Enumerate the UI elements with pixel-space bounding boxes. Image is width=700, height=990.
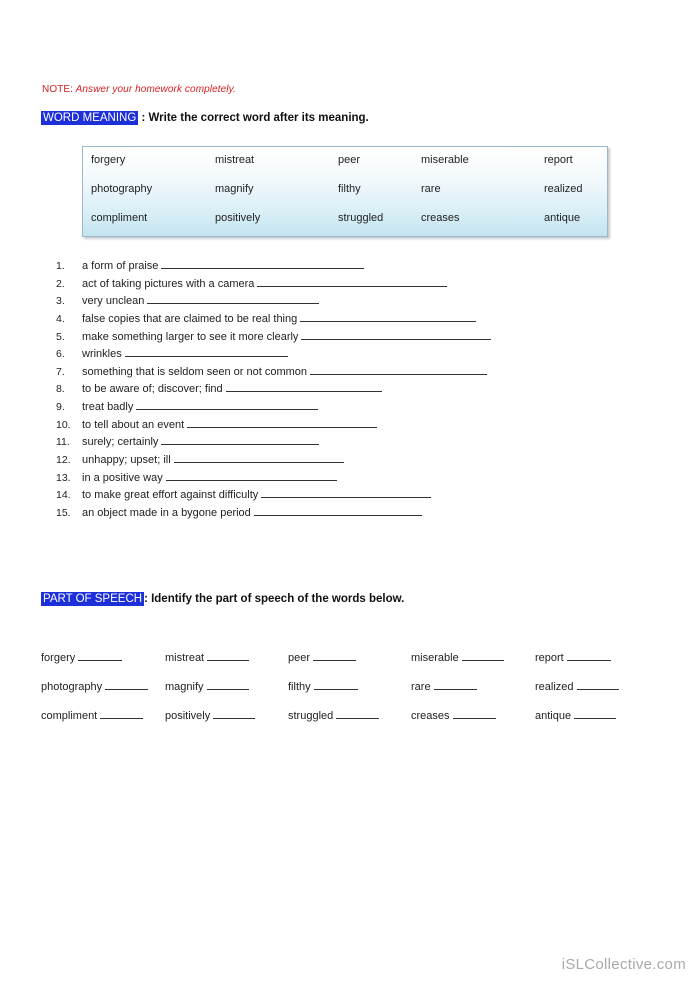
- pos-item: [535, 651, 611, 664]
- pos-word: report: [535, 652, 564, 664]
- question-text: treat badly: [82, 401, 134, 414]
- pos-word: creases: [411, 710, 450, 722]
- pos-blank[interactable]: [462, 651, 504, 661]
- pos-word: forgery: [41, 652, 76, 664]
- homework-note: [42, 84, 236, 95]
- question-text: something that is seldom seen or not common: [82, 365, 308, 378]
- answer-blank[interactable]: [161, 259, 364, 269]
- question-number: 2.: [56, 277, 65, 290]
- answer-blank[interactable]: [125, 347, 288, 357]
- word-bank-word: magnify: [215, 183, 254, 195]
- pos-word: filthy: [288, 681, 311, 693]
- pos-word: antique: [535, 710, 572, 722]
- word-meaning-instruction: : Write the correct word after its meaning.: [138, 112, 369, 124]
- word-bank-word: filthy: [338, 183, 361, 195]
- pos-blank[interactable]: [336, 709, 379, 719]
- word-bank-word: realized: [544, 183, 583, 195]
- pos-word: rare: [411, 681, 431, 693]
- question-number: 5.: [56, 330, 65, 343]
- word-bank-word: report: [544, 154, 573, 166]
- part-of-speech-heading: [41, 593, 404, 605]
- question-list: [56, 258, 491, 523]
- question-text: very unclean: [82, 295, 145, 308]
- pos-blank[interactable]: [314, 680, 358, 690]
- question-number: 3.: [56, 295, 65, 308]
- word-bank-word: struggled: [338, 212, 384, 224]
- pos-item: [288, 709, 379, 722]
- answer-blank[interactable]: [310, 365, 487, 375]
- word-bank-word: peer: [338, 154, 361, 166]
- pos-item: [288, 680, 358, 693]
- answer-blank[interactable]: [254, 506, 422, 516]
- pos-word: realized: [535, 681, 574, 693]
- word-bank-word: positively: [215, 212, 261, 224]
- question-item: [56, 329, 491, 347]
- question-item: [56, 434, 491, 452]
- word-bank-box: [82, 146, 608, 237]
- answer-blank[interactable]: [161, 435, 319, 445]
- pos-blank[interactable]: [78, 651, 122, 661]
- question-item: [56, 276, 491, 294]
- pos-item: [41, 709, 143, 722]
- question-number: 13.: [56, 471, 71, 484]
- answer-blank[interactable]: [147, 294, 319, 304]
- question-text: a form of praise: [82, 260, 159, 272]
- pos-item: [165, 680, 249, 693]
- word-meaning-heading: [41, 112, 369, 124]
- pos-item: [41, 680, 148, 693]
- question-number: 11.: [56, 436, 70, 449]
- note-lead: NOTE:: [42, 84, 74, 95]
- question-item: [56, 258, 491, 276]
- pos-blank[interactable]: [574, 709, 616, 719]
- question-item: [56, 381, 491, 399]
- question-text: wrinkles: [82, 348, 122, 361]
- question-number: 9.: [56, 401, 65, 414]
- pos-word: miserable: [411, 652, 459, 664]
- word-bank-word: rare: [421, 183, 441, 195]
- word-bank-word: antique: [544, 212, 581, 224]
- word-meaning-tag: WORD MEANING: [43, 112, 137, 124]
- question-item: [56, 487, 491, 505]
- question-item: [56, 346, 491, 364]
- pos-blank[interactable]: [100, 709, 143, 719]
- question-item: [56, 311, 491, 329]
- word-bank-word: photography: [91, 183, 153, 195]
- question-text: surely; certainly: [82, 436, 159, 449]
- pos-blank[interactable]: [453, 709, 496, 719]
- question-text: make something larger to see it more clearly: [82, 330, 299, 343]
- answer-blank[interactable]: [257, 277, 447, 287]
- question-text: to make great effort against difficulty: [82, 489, 259, 502]
- question-number: 6.: [56, 348, 65, 361]
- question-number: 12.: [56, 454, 71, 467]
- question-number: 1.: [56, 260, 65, 272]
- question-text: unhappy; upset; ill: [82, 454, 171, 467]
- answer-blank[interactable]: [300, 312, 476, 322]
- question-text: false copies that are claimed to be real thing: [82, 312, 298, 325]
- question-item: [56, 470, 491, 488]
- question-number: 4.: [56, 312, 65, 325]
- note-text: Answer your homework completely.: [73, 84, 236, 95]
- pos-blank[interactable]: [207, 680, 249, 690]
- pos-item: [535, 709, 616, 722]
- word-bank-word: creases: [421, 212, 460, 224]
- question-text: in a positive way: [82, 471, 163, 484]
- question-text: to tell about an event: [82, 418, 185, 431]
- question-item: [56, 505, 491, 523]
- question-number: 14.: [56, 489, 71, 502]
- question-item: [56, 293, 491, 311]
- pos-item: [411, 651, 504, 664]
- question-item: [56, 452, 491, 470]
- pos-item: [165, 709, 255, 722]
- pos-blank[interactable]: [567, 651, 611, 661]
- answer-blank[interactable]: [301, 330, 491, 340]
- pos-item: [41, 651, 122, 664]
- question-item: [56, 399, 491, 417]
- pos-blank[interactable]: [434, 680, 477, 690]
- answer-blank[interactable]: [187, 418, 377, 428]
- answer-blank[interactable]: [261, 488, 431, 498]
- pos-item: [165, 651, 249, 664]
- word-bank-word: miserable: [421, 154, 469, 166]
- site-watermark: iSLCollective.com: [561, 956, 686, 973]
- pos-word: positively: [165, 710, 211, 722]
- part-of-speech-tag: PART OF SPEECH: [43, 593, 143, 605]
- pos-item: [411, 709, 496, 722]
- pos-word: compliment: [41, 710, 98, 722]
- question-number: 15.: [56, 506, 71, 519]
- pos-word: photography: [41, 681, 103, 693]
- answer-blank[interactable]: [166, 471, 337, 481]
- answer-blank[interactable]: [174, 453, 344, 463]
- question-text: to be aware of; discover; find: [82, 383, 223, 396]
- pos-word: struggled: [288, 710, 334, 722]
- pos-word: peer: [288, 652, 311, 664]
- question-item: [56, 417, 491, 435]
- pos-item: [411, 680, 477, 693]
- word-bank-word: forgery: [91, 154, 126, 166]
- pos-word: magnify: [165, 681, 204, 693]
- word-bank-word: mistreat: [215, 154, 255, 166]
- part-of-speech-instruction: : Identify the part of speech of the words below.: [144, 593, 405, 605]
- question-number: 7.: [56, 365, 65, 378]
- question-number: 10.: [56, 418, 71, 431]
- pos-blank[interactable]: [313, 651, 356, 661]
- pos-word: mistreat: [165, 652, 205, 664]
- question-number: 8.: [56, 383, 65, 396]
- question-text: act of taking pictures with a camera: [82, 277, 255, 290]
- pos-item: [288, 651, 356, 664]
- pos-blank[interactable]: [577, 680, 619, 690]
- pos-blank[interactable]: [105, 680, 148, 690]
- answer-blank[interactable]: [226, 382, 382, 392]
- pos-blank[interactable]: [207, 651, 249, 661]
- pos-blank[interactable]: [213, 709, 255, 719]
- word-bank-word: compliment: [91, 212, 148, 224]
- question-item: [56, 364, 491, 382]
- pos-item: [535, 680, 619, 693]
- answer-blank[interactable]: [136, 400, 318, 410]
- question-text: an object made in a bygone period: [82, 506, 251, 519]
